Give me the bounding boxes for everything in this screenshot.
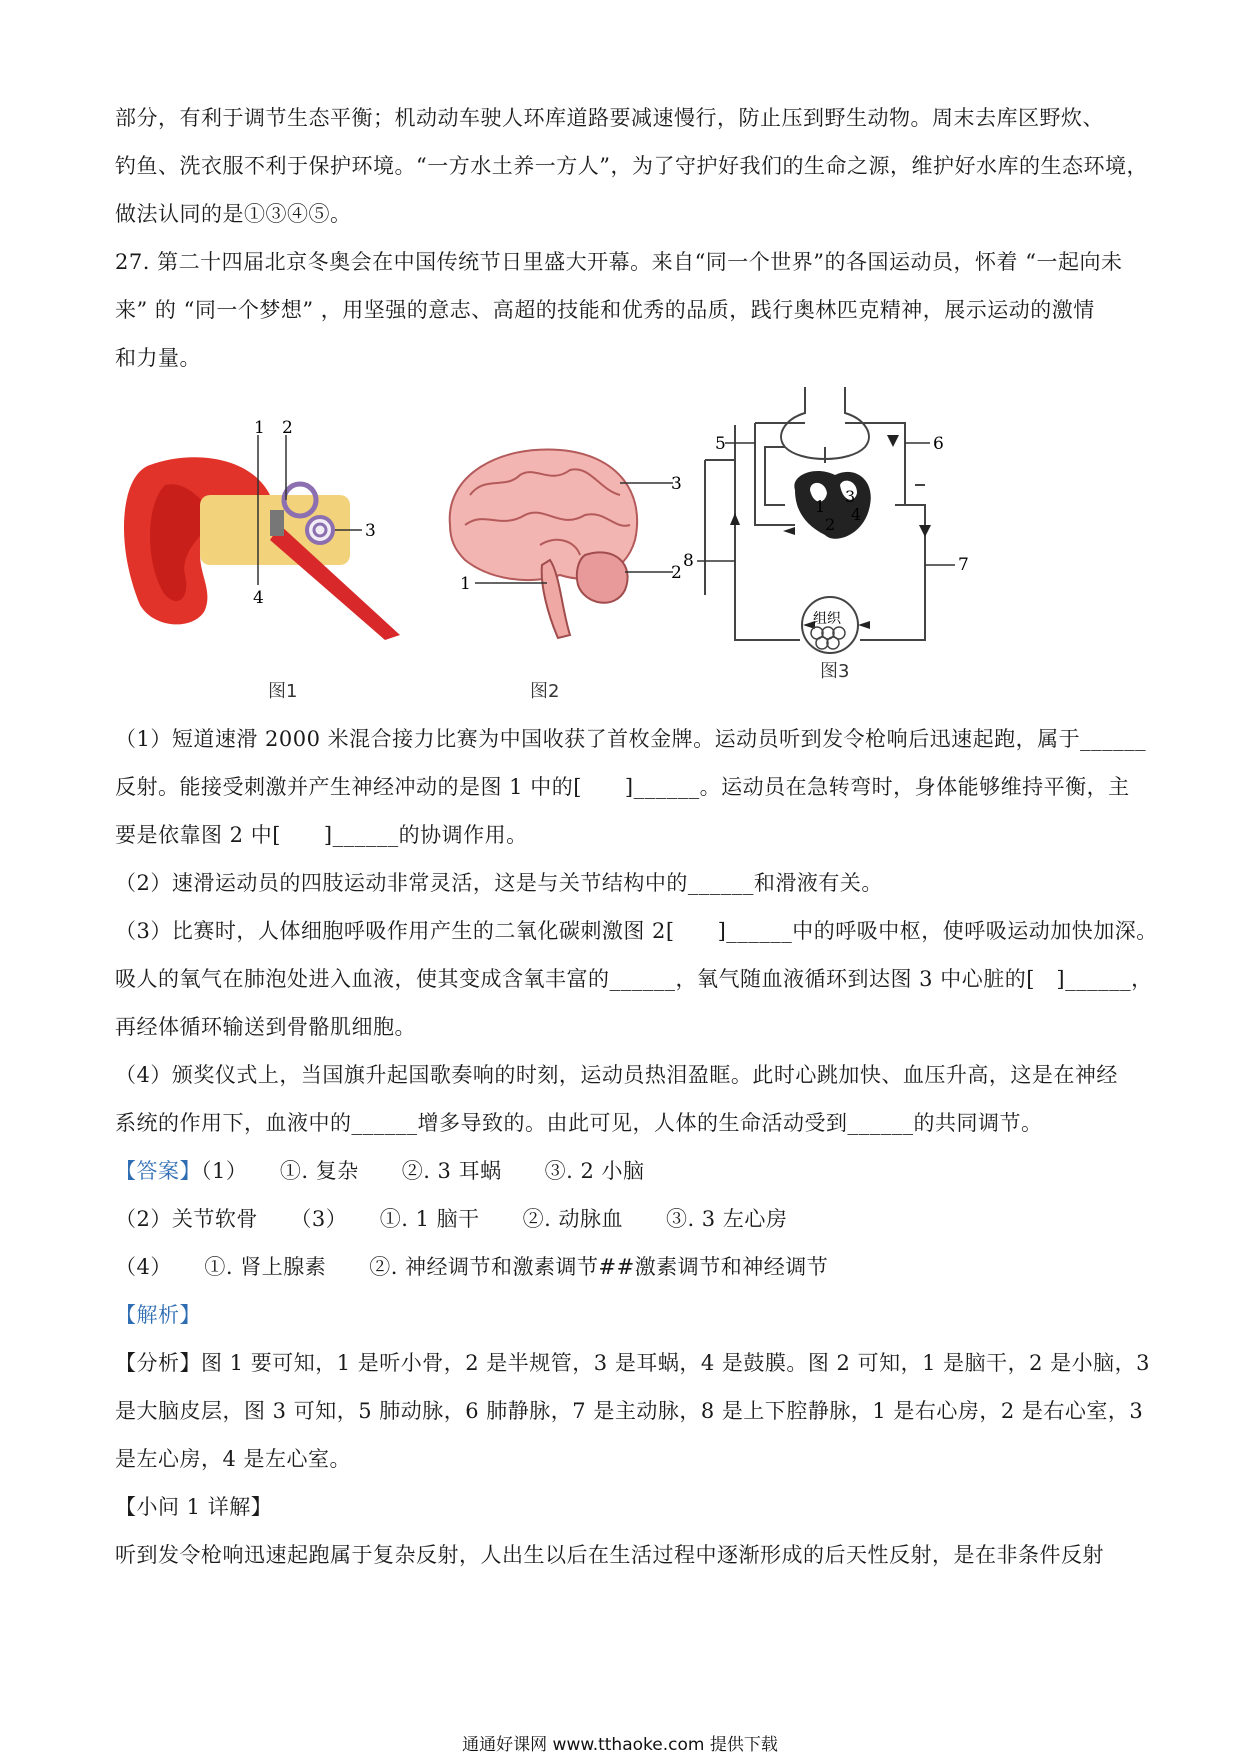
question-2-line: （2）速滑运动员的四肢运动非常灵活，这是与关节结构中的______和滑液有关。	[115, 871, 883, 895]
fig3-label-3: 3	[845, 487, 856, 506]
fig1-label-1: 1	[254, 418, 265, 438]
analysis-line: 听到发令枪响迅速起跑属于复杂反射，人出生以后在生活过程中逐渐形成的后天性反射，是在非条件反射	[115, 1543, 1104, 1567]
answer-tag: 【答案】	[115, 1159, 201, 1183]
question-1-line: 要是依靠图 2 中[ ]______的协调作用。	[115, 823, 528, 847]
figure-1-caption: 图1	[268, 681, 298, 702]
text-line: 来” 的 “同一个梦想” ，用坚强的意志、高超的技能和优秀的品质，践行奥林匹克精神，展示运动的激情	[115, 298, 1095, 322]
fig3-label-5: 5	[715, 434, 726, 454]
footer-source: 通通好课网 www.tthaoke.com 提供下载	[462, 1735, 778, 1755]
figure-2-caption: 图2	[530, 681, 560, 702]
text-line: 和力量。	[115, 346, 201, 370]
fig3-label-8: 8	[683, 551, 694, 571]
question-1-line: （1）短道速滑 2000 米混合接力比赛为中国收获了首枚金牌。运动员听到发令枪响后迅速起跑，属于______	[115, 727, 1147, 751]
figure-3-caption: 图3	[820, 661, 850, 682]
analysis-line: 是左心房，4 是左心室。	[115, 1447, 352, 1471]
figure-1-ear	[110, 415, 430, 702]
fig3-label-6: 6	[933, 434, 944, 454]
fig1-label-2: 2	[282, 418, 293, 438]
question-3-line: 再经体循环输送到骨骼肌细胞。	[115, 1015, 416, 1039]
fig2-label-1: 1	[460, 574, 471, 594]
answer-line-1	[115, 1156, 1135, 1186]
question-3-line: （3）比赛时，人体细胞呼吸作用产生的二氧化碳刺激图 2[ ]______中的呼吸中枢，使呼吸运动加快加深。	[115, 919, 1158, 943]
figure-3-circulation	[675, 385, 1005, 682]
question-1-line: 反射。能接受刺激并产生神经冲动的是图 1 中的[ ]______。运动员在急转弯时，身体能够维持平衡，主	[115, 775, 1130, 799]
sub-question-heading: 【小问 1 详解】	[115, 1495, 273, 1519]
fig3-label-1: 1	[815, 497, 826, 516]
fig2-label-2: 2	[671, 563, 682, 583]
text-line: 部分，有利于调节生态平衡；机动动车驶人环库道路要减速慢行，防止压到野生动物。周末去库区野炊、	[115, 106, 1104, 130]
analysis-line: 是大脑皮层，图 3 可知，5 肺动脉，6 肺静脉，7 是主动脉，8 是上下腔静脉，1 是右心房，2 是右心室，3	[115, 1399, 1144, 1423]
text-line: 做法认同的是①③④⑤。	[115, 202, 352, 226]
fig3-tissue-label: 组织	[813, 611, 841, 627]
answer-line-3: （4） ①. 肾上腺素 ②. 神经调节和激素调节##激素调节和神经调节	[115, 1255, 829, 1279]
fig3-label-4: 4	[851, 505, 862, 524]
text-line: 钓鱼、洗衣服不利于保护环境。“一方水土养一方人”，为了守护好我们的生命之源，维护好水库的生态环境，	[115, 154, 1148, 178]
answer-line-2: （2）关节软骨 （3） ①. 1 脑干 ②. 动脉血 ③. 3 左心房	[115, 1207, 788, 1231]
question-4-line: 系统的作用下，血液中的______增多导致的。由此可见，人体的生命活动受到______的共同调节。	[115, 1111, 1043, 1135]
fig1-label-4: 4	[253, 588, 264, 608]
answer-text: （1） ①. 复杂 ②. 3 耳蜗 ③. 2 小脑	[201, 1159, 645, 1183]
question-27-stem: 27. 第二十四届北京冬奥会在中国传统节日里盛大开幕。来自“同一个世界”的各国运动员，怀着 “一起向未	[115, 250, 1123, 274]
figure-2-brain	[430, 435, 682, 702]
fig1-label-3: 3	[365, 521, 376, 541]
figure-group	[110, 395, 1010, 705]
question-4-line: （4）颁奖仪式上，当国旗升起国歌奏响的时刻，运动员热泪盈眶。此时心跳加快、血压升高，这是在神经	[115, 1063, 1118, 1087]
fig2-label-3: 3	[671, 474, 682, 494]
fig3-label-2: 2	[825, 515, 836, 534]
fig3-label-7: 7	[958, 555, 969, 575]
question-3-line: 吸人的氧气在肺泡处进入血液，使其变成含氧丰富的______，氧气随血液循环到达图 3 中心脏的[ ]______，	[115, 967, 1153, 991]
analysis-tag: 【解析】	[115, 1303, 201, 1327]
analysis-line: 【分析】图 1 要可知，1 是听小骨，2 是半规管，3 是耳蜗，4 是鼓膜。图 2 可知，1 是脑干，2 是小脑，3	[115, 1351, 1150, 1375]
